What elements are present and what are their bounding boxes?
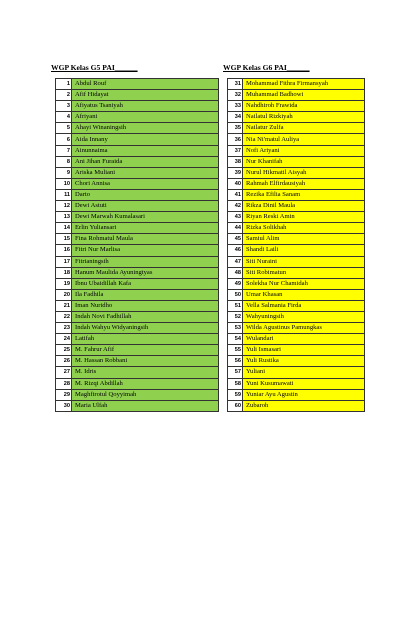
student-row	[228, 112, 365, 123]
student-row	[228, 278, 365, 289]
student-number: 14	[56, 223, 72, 234]
student-row	[228, 311, 365, 322]
student-name: Dewi Astuti	[72, 201, 219, 212]
student-number: 58	[228, 378, 243, 389]
student-number: 34	[228, 112, 243, 123]
student-number: 33	[228, 101, 243, 112]
student-name: Nailatur Zulfa	[243, 123, 365, 134]
student-name: Yuli Rustika	[243, 356, 365, 367]
student-number: 57	[228, 367, 243, 378]
student-name: Zubaroh	[243, 400, 365, 411]
student-row	[56, 356, 219, 367]
student-name: Rezika Efilia Sanam	[243, 189, 365, 200]
student-row	[56, 223, 219, 234]
student-row	[56, 101, 219, 112]
student-number: 46	[228, 245, 243, 256]
student-name: Rikza Dinil Maula	[243, 201, 365, 212]
student-row	[56, 367, 219, 378]
student-row	[56, 256, 219, 267]
student-row	[56, 311, 219, 322]
student-name: Aida Innany	[72, 134, 219, 145]
student-number: 52	[228, 311, 243, 322]
student-row	[56, 345, 219, 356]
student-row	[228, 256, 365, 267]
student-row	[228, 300, 365, 311]
student-number: 28	[56, 378, 72, 389]
student-name: Wahyuningsih	[243, 311, 365, 322]
student-name: Yuli Ismasari	[243, 345, 365, 356]
student-number: 47	[228, 256, 243, 267]
student-row	[56, 323, 219, 334]
student-name: Nurul Hikmatil Aisyah	[243, 167, 365, 178]
student-name: Nailatul Rizkiyah	[243, 112, 365, 123]
student-row	[228, 378, 365, 389]
student-row	[56, 145, 219, 156]
student-number: 48	[228, 267, 243, 278]
student-name: Vella Salmania Firda	[243, 300, 365, 311]
student-row	[228, 167, 365, 178]
student-number: 38	[228, 156, 243, 167]
student-number: 49	[228, 278, 243, 289]
student-name: Indah Wahyu Widyaningsih	[72, 323, 219, 334]
student-name: Umar Khasan	[243, 289, 365, 300]
student-row	[228, 79, 365, 90]
student-row	[56, 389, 219, 400]
student-number: 7	[56, 145, 72, 156]
student-number: 50	[228, 289, 243, 300]
student-name: Hanum Maulida Ayuningtyas	[72, 267, 219, 278]
student-name: Wilda Agustinus Pamungkas	[243, 323, 365, 334]
student-name: Afiyatus Tsaniyah	[72, 101, 219, 112]
student-number: 54	[228, 334, 243, 345]
student-name: Mohammad Fithra Firmansyah	[243, 79, 365, 90]
student-number: 31	[228, 79, 243, 90]
student-row	[56, 289, 219, 300]
student-number: 16	[56, 245, 72, 256]
student-row	[228, 189, 365, 200]
student-row	[228, 90, 365, 101]
student-number: 45	[228, 234, 243, 245]
student-number: 18	[56, 267, 72, 278]
student-number: 1	[56, 79, 72, 90]
student-name: Abdul Rouf	[72, 79, 219, 90]
student-number: 22	[56, 311, 72, 322]
student-name: Darto	[72, 189, 219, 200]
student-number: 32	[228, 90, 243, 101]
student-name: Latifah	[72, 334, 219, 345]
student-number: 37	[228, 145, 243, 156]
student-row	[228, 201, 365, 212]
class-g5-table	[55, 78, 219, 412]
student-row	[228, 345, 365, 356]
student-name: M. Idris	[72, 367, 219, 378]
student-name: Ainunnaima	[72, 145, 219, 156]
student-number: 40	[228, 178, 243, 189]
student-name: Siti Nuraini	[243, 256, 365, 267]
student-row	[56, 156, 219, 167]
student-number: 39	[228, 167, 243, 178]
student-row	[56, 79, 219, 90]
student-number: 29	[56, 389, 72, 400]
student-number: 25	[56, 345, 72, 356]
student-number: 35	[228, 123, 243, 134]
student-row	[56, 201, 219, 212]
student-number: 30	[56, 400, 72, 411]
student-number: 2	[56, 90, 72, 101]
student-row	[228, 400, 365, 411]
student-name: Iman Nuridho	[72, 300, 219, 311]
student-number: 43	[228, 212, 243, 223]
student-name: Siti Robimatun	[243, 267, 365, 278]
student-row	[56, 189, 219, 200]
student-row	[228, 101, 365, 112]
student-number: 8	[56, 156, 72, 167]
student-name: Rahmah Elfirdausiyah	[243, 178, 365, 189]
student-name: Fitri Nur Marlisa	[72, 245, 219, 256]
class-g6-title: WGP Kelas G6 PAI______	[223, 63, 310, 72]
student-name: Fina Rohmatul Maula	[72, 234, 219, 245]
student-number: 11	[56, 189, 72, 200]
student-name: Yuni Kusumawati	[243, 378, 365, 389]
student-number: 15	[56, 234, 72, 245]
student-row	[228, 356, 365, 367]
student-name: Maghfirotul Qoyyimah	[72, 389, 219, 400]
student-number: 6	[56, 134, 72, 145]
student-row	[56, 178, 219, 189]
student-row	[56, 334, 219, 345]
student-name: Samiul Alim	[243, 234, 365, 245]
student-name: Afif Hidayat	[72, 90, 219, 101]
student-number: 21	[56, 300, 72, 311]
student-name: Ibnu Ubaidillah Kafa	[72, 278, 219, 289]
class-g5-title: WGP Kelas G5 PAI______	[51, 63, 138, 72]
student-name: Erlin Yuliansari	[72, 223, 219, 234]
student-row	[228, 267, 365, 278]
student-number: 60	[228, 400, 243, 411]
student-number: 26	[56, 356, 72, 367]
student-name: Ani Jihan Furaida	[72, 156, 219, 167]
student-row	[56, 212, 219, 223]
student-number: 55	[228, 345, 243, 356]
student-row	[228, 145, 365, 156]
student-row	[228, 156, 365, 167]
student-number: 59	[228, 389, 243, 400]
student-name: Nia Ni'matul Auliya	[243, 134, 365, 145]
student-row	[228, 323, 365, 334]
student-row	[228, 234, 365, 245]
student-name: Ahayi Winaningsih	[72, 123, 219, 134]
student-row	[56, 378, 219, 389]
student-name: Rizka Solikhah	[243, 223, 365, 234]
student-number: 24	[56, 334, 72, 345]
student-row	[228, 223, 365, 234]
student-number: 36	[228, 134, 243, 145]
student-name: Nofi Ariyani	[243, 145, 365, 156]
student-row	[228, 134, 365, 145]
student-name: Afriyani	[72, 112, 219, 123]
student-name: Shandi Laili	[243, 245, 365, 256]
student-name: Solekha Nur Chamidah	[243, 278, 365, 289]
student-row	[56, 90, 219, 101]
student-name: Ariska Muliani	[72, 167, 219, 178]
student-row	[56, 134, 219, 145]
student-row	[56, 245, 219, 256]
student-name: M. Fahrur Afif	[72, 345, 219, 356]
student-number: 51	[228, 300, 243, 311]
student-number: 44	[228, 223, 243, 234]
student-row	[228, 245, 365, 256]
student-row	[56, 167, 219, 178]
student-name: Chori Annisa	[72, 178, 219, 189]
student-row	[228, 212, 365, 223]
student-name: Nur Khanifah	[243, 156, 365, 167]
student-row	[56, 123, 219, 134]
class-g6-table	[227, 78, 365, 412]
student-number: 19	[56, 278, 72, 289]
student-name: Wulandari	[243, 334, 365, 345]
student-name: Nahdhiroh Frawida	[243, 101, 365, 112]
student-number: 53	[228, 323, 243, 334]
student-row	[56, 300, 219, 311]
student-name: Yuniar Ayu Agustin	[243, 389, 365, 400]
student-number: 13	[56, 212, 72, 223]
student-number: 10	[56, 178, 72, 189]
student-row	[228, 178, 365, 189]
student-number: 3	[56, 101, 72, 112]
student-number: 5	[56, 123, 72, 134]
student-number: 20	[56, 289, 72, 300]
student-row	[228, 367, 365, 378]
student-number: 17	[56, 256, 72, 267]
student-name: Maria Ulfah	[72, 400, 219, 411]
student-name: M. Rizqi Abdillah	[72, 378, 219, 389]
student-number: 56	[228, 356, 243, 367]
student-row	[228, 334, 365, 345]
student-name: Indah Novi Fadhillah	[72, 311, 219, 322]
student-name: Dewi Marwah Kumalasari	[72, 212, 219, 223]
student-row	[56, 234, 219, 245]
student-number: 23	[56, 323, 72, 334]
student-number: 42	[228, 201, 243, 212]
student-row	[56, 400, 219, 411]
student-number: 9	[56, 167, 72, 178]
student-row	[228, 289, 365, 300]
student-name: Ila Fadhila	[72, 289, 219, 300]
student-number: 41	[228, 189, 243, 200]
student-number: 27	[56, 367, 72, 378]
student-name: Yuliani	[243, 367, 365, 378]
student-row	[228, 123, 365, 134]
student-number: 4	[56, 112, 72, 123]
student-row	[56, 267, 219, 278]
student-name: M. Hassan Robbani	[72, 356, 219, 367]
student-name: Riyan Reski Amin	[243, 212, 365, 223]
student-row	[56, 112, 219, 123]
student-name: Muhammad Badhowi	[243, 90, 365, 101]
student-row	[56, 278, 219, 289]
student-number: 12	[56, 201, 72, 212]
student-name: Fitrianingsih	[72, 256, 219, 267]
student-row	[228, 389, 365, 400]
